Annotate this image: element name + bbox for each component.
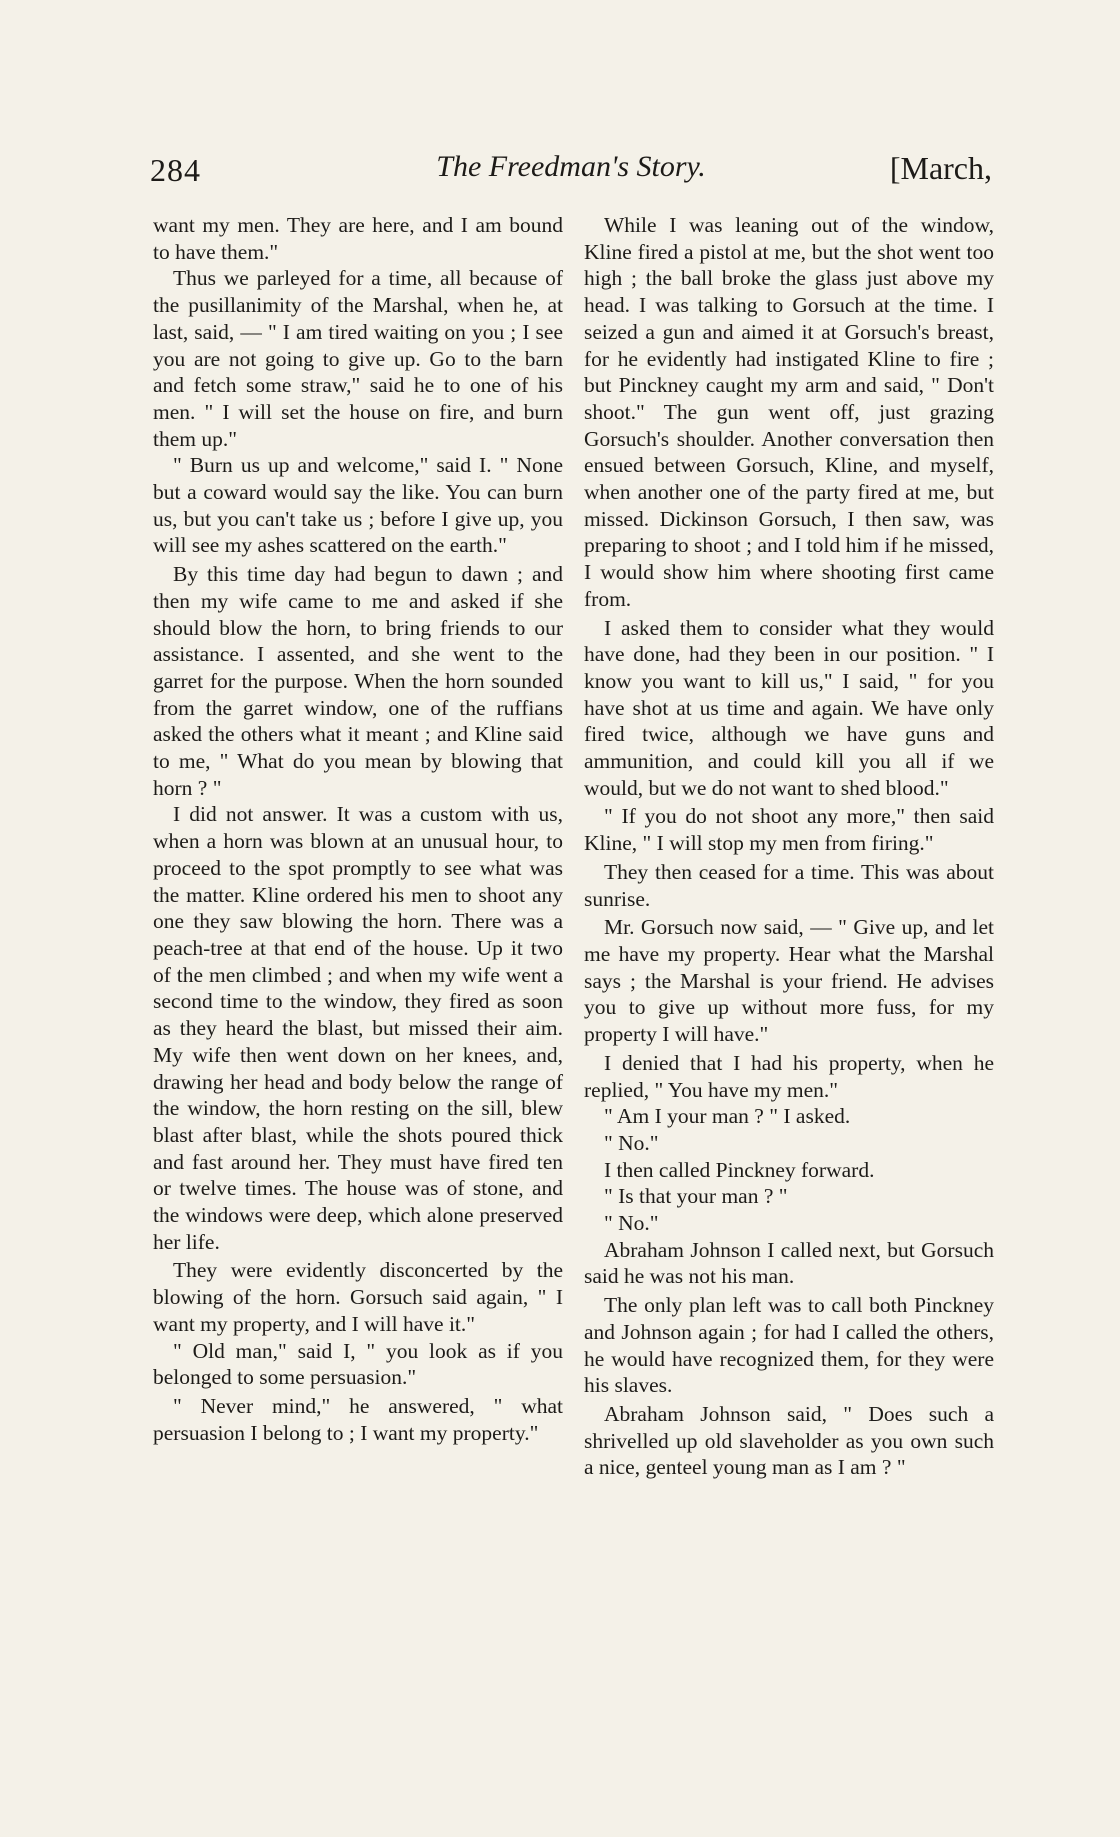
page-header: [150, 150, 992, 196]
running-title: The Freedman's Story.: [436, 150, 706, 183]
right-column: [584, 212, 994, 1481]
paragraph: Abraham Johnson I called next, but Gorsuch said he was not his man.: [584, 1237, 994, 1289]
paragraph: " No.": [604, 1130, 659, 1155]
paragraph: I did not answer. It was a custom with us, when a horn was blown at an unusual hour, to proceed to the spot promptly to see what was the matter. Kline ordered his men to shoot any one they saw blowing the horn. There was a peach-tree at that end of the house. Up it two of the men climbed ; and when my wife went a second time to the window, they fired as soon as they heard the blast, but missed their aim. My wife then went down on her knees, and, drawing her head and body below the range of the window, the horn resting on the sill, blew blast after blast, while the shots poured thick and fast around her. They must have fired ten or twelve times. The house was of stone, and the windows were deep, which alone preserved her life.: [153, 802, 563, 1254]
paragraph: " Never mind," he answered, " what persuasion I belong to ; I want my property.": [153, 1393, 563, 1445]
paragraph: " Old man," said I, " you look as if you belonged to some persuasion.": [153, 1338, 563, 1390]
paragraph: I denied that I had his property, when he replied, " You have my men.": [584, 1050, 994, 1102]
left-column: [153, 212, 563, 1446]
paragraph: " If you do not shoot any more," then said Kline, " I will stop my men from firing.": [584, 804, 994, 856]
page-number: 284: [150, 152, 201, 188]
paragraph: While I was leaning out of the window, Kline fired a pistol at me, but the shot went too high ; the ball broke the glass just above my head. I was talking to Gorsuch at the time. I seized a gun and aimed it at Gorsuch's breast, for he evidently had instigated Kline to fire ; but Pinckney caught my arm and said, " Don't shoot." The gun went off, just grazing Gorsuch's shoulder. Another conversation then ensued between Gorsuch, Kline, and myself, when another one of the party fired at me, but missed. Dickinson Gorsuch, I then saw, was preparing to shoot ; and I told him if he missed, I would show him where shooting first came from.: [584, 213, 994, 611]
paragraph: Thus we parleyed for a time, all because of the pusillanimity of the Marshal, when he, at last, said, — " I am tired waiting on you ; I see you are not going to give up. Go to the barn and fetch some straw," said he to one of his men. " I will set the house on fire, and burn them up.": [153, 266, 563, 451]
paragraph: I then called Pinckney forward.: [604, 1157, 875, 1182]
paragraph: By this time day had begun to dawn ; and then my wife came to me and asked if she should blow the horn, to bring friends to our assistance. I assented, and she went to the garret for the purpose. When the horn sounded from the garret window, one of the ruffians asked the others what it meant ; and Kline said to me, " What do you mean by blowing that horn ? ": [153, 562, 563, 800]
paragraph: Mr. Gorsuch now said, — " Give up, and let me have my property. Hear what the Marshal says ; the Marshal is your friend. He advises you to give up without more fuss, for my property I will have.": [584, 915, 994, 1047]
paragraph: I asked them to consider what they would have done, had they been in our position. " I know you want to kill us," I said, " for you have shot at us time and again. We have only fired twice, although we have guns and ammunition, and could kill you all if we would, but we do not want to shed blood.": [584, 615, 994, 800]
paragraph: Abraham Johnson said, " Does such a shrivelled up old slaveholder as you own such a nice, genteel young man as I am ? ": [584, 1401, 994, 1480]
paragraph: They were evidently disconcerted by the blowing of the horn. Gorsuch said again, " I want my property, and I will have it.": [153, 1258, 563, 1336]
paragraph: The only plan left was to call both Pinckney and Johnson again ; for had I called the others, he would have recognized them, for they were his slaves.: [584, 1293, 994, 1398]
paragraph: " Burn us up and welcome," said I. " None but a coward would say the like. You can burn us, but you can't take us ; before I give up, you will see my ashes scattered on the earth.": [153, 453, 563, 558]
paragraph: " No.": [604, 1211, 659, 1236]
paragraph: " Is that your man ? ": [604, 1184, 788, 1209]
paragraph: want my men. They are here, and I am bound to have them.": [153, 213, 563, 264]
issue-month: [March,: [889, 150, 992, 186]
paragraph: " Am I your man ? " I asked.: [604, 1104, 851, 1129]
paragraph: They then ceased for a time. This was about sunrise.: [584, 859, 994, 911]
